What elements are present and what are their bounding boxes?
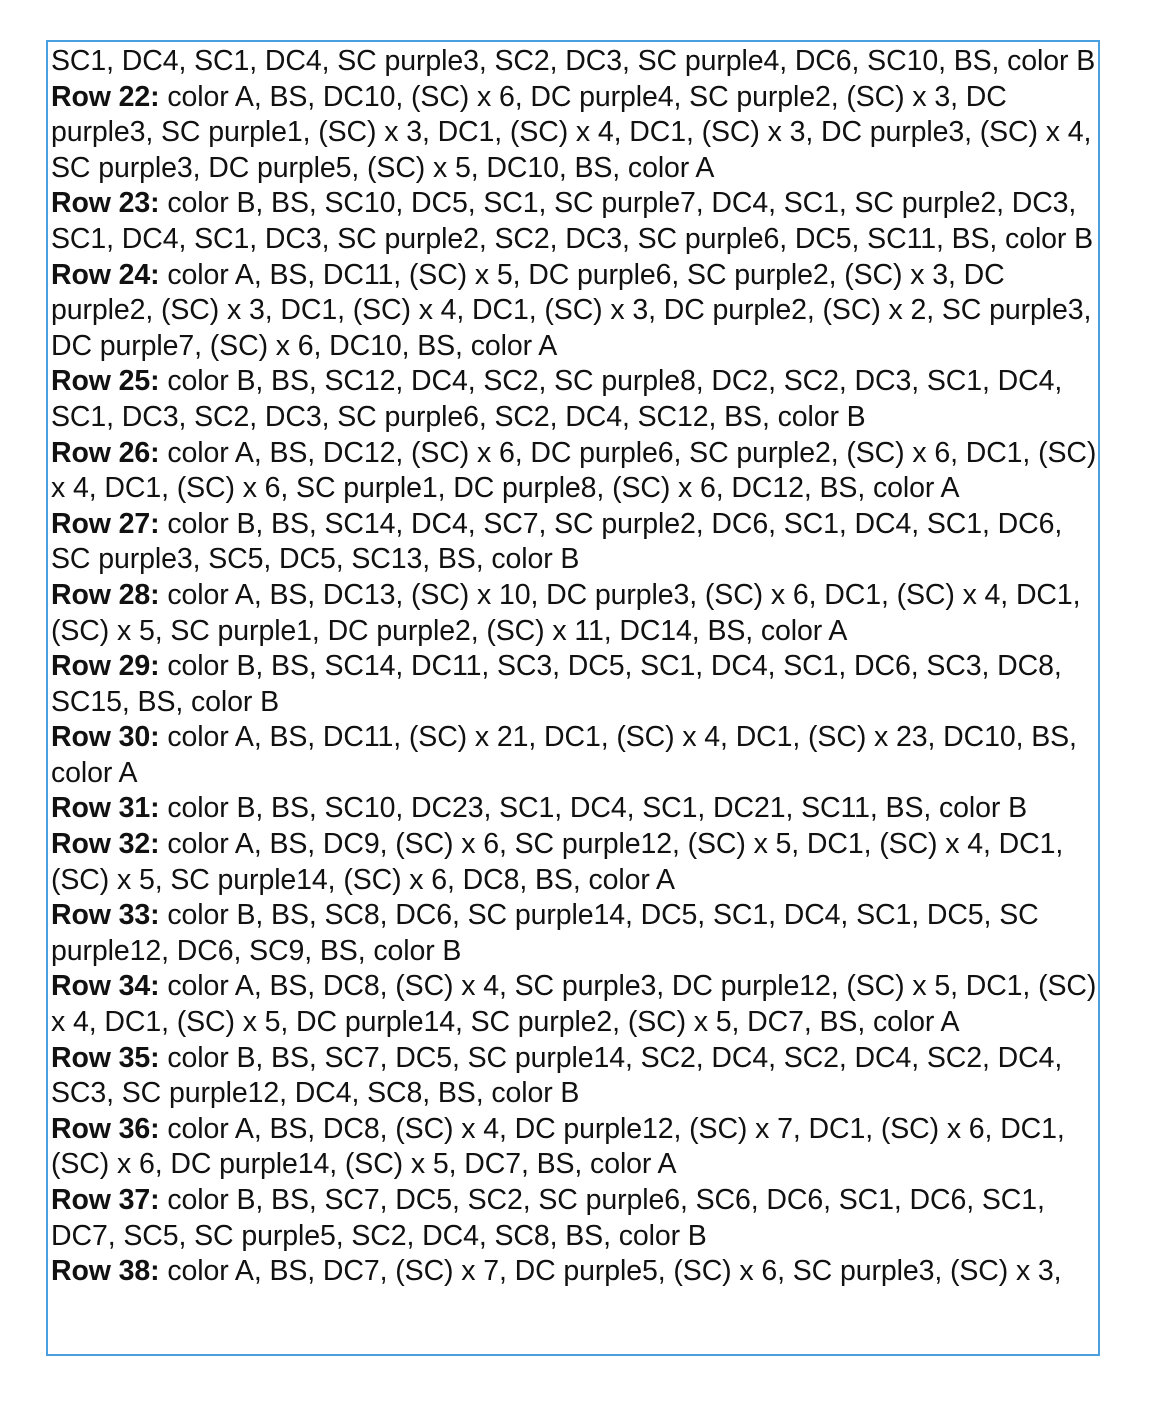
row-25-text: color B, BS, SC12, DC4, SC2, SC purple8, DC2, SC2, DC3, SC1, DC4, SC1, DC3, SC2, DC3, SC purple6, SC2, DC4, SC12, BS, color B (51, 365, 1063, 433)
row-23-label: Row 23: (51, 187, 160, 220)
row-30-text: color A, BS, DC11, (SC) x 21, DC1, (SC) x 4, DC1, (SC) x 23, DC10, BS, color A (51, 721, 1077, 789)
row-30-label: Row 30: (51, 721, 160, 754)
pattern-text (48, 42, 1098, 1290)
row-28-label: Row 28: (51, 578, 160, 611)
row-34-text: color A, BS, DC8, (SC) x 4, SC purple3, DC purple12, (SC) x 5, DC1, (SC) x 4, DC1, (SC) x 5, DC purple14, SC purple2, (SC) x 5, DC7, BS, color A (51, 970, 1097, 1039)
row-28-text: color A, BS, DC13, (SC) x 10, DC purple3, (SC) x 6, DC1, (SC) x 4, DC1, (SC) x 5, SC purple1, DC purple2, (SC) x 11, DC14, BS, color A (51, 578, 1081, 647)
row-38-text: color A, BS, DC7, (SC) x 7, DC purple5, (SC) x 6, SC purple3, (SC) x 3, (159, 1255, 1062, 1288)
row-33-text: color B, BS, SC8, DC6, SC purple14, DC5, SC1, DC4, SC1, DC5, SC purple12, DC6, SC9, BS, color B (51, 899, 1039, 967)
row-29-text: color B, BS, SC14, DC11, SC3, DC5, SC1, DC4, SC1, DC6, SC3, DC8, SC15, BS, color B (51, 650, 1062, 718)
row-29-label: Row 29: (51, 650, 160, 683)
continuation-text: SC1, DC4, SC1, DC4, SC purple3, SC2, DC3, SC purple4, DC6, SC10, BS, color B (51, 45, 1096, 77)
row-24-text: color A, BS, DC11, (SC) x 5, DC purple6, SC purple2, (SC) x 3, DC purple2, (SC) x 3, DC1, (SC) x 4, DC1, (SC) x 3, DC purple2, (SC) x 2, SC purple3, DC purple7, (SC) x 6, DC10, BS, color A (51, 258, 1092, 362)
row-36-text: color A, BS, DC8, (SC) x 4, DC purple12, (SC) x 7, DC1, (SC) x 6, DC1, (SC) x 6, DC purple14, (SC) x 5, DC7, BS, color A (51, 1112, 1065, 1181)
row-22-label: Row 22: (51, 80, 160, 113)
row-23-text: color B, BS, SC10, DC5, SC1, SC purple7, DC4, SC1, SC purple2, DC3, SC1, DC4, SC1, DC3, SC purple2, SC2, DC3, SC purple6, DC5, SC11, BS, color B (51, 187, 1094, 255)
pattern-text-box (46, 40, 1100, 1356)
row-37-label: Row 37: (51, 1184, 160, 1216)
row-32-label: Row 32: (51, 828, 160, 861)
row-38-label: Row 38: (51, 1255, 160, 1288)
row-36-label: Row 36: (51, 1112, 160, 1145)
row-35-text: color B, BS, SC7, DC5, SC purple14, SC2, DC4, SC2, DC4, SC2, DC4, SC3, SC purple12, DC4, SC8, BS, color B (51, 1041, 1063, 1110)
row-33-label: Row 33: (51, 899, 160, 932)
row-26-label: Row 26: (51, 436, 160, 469)
row-24-label: Row 24: (51, 258, 160, 291)
row-31-text: color B, BS, SC10, DC23, SC1, DC4, SC1, DC21, SC11, BS, color B (159, 792, 1027, 825)
row-32-text: color A, BS, DC9, (SC) x 6, SC purple12, (SC) x 5, DC1, (SC) x 4, DC1, (SC) x 5, SC purple14, (SC) x 6, DC8, BS, color A (51, 828, 1064, 896)
row-27-text: color B, BS, SC14, DC4, SC7, SC purple2, DC6, SC1, DC4, SC1, DC6, SC purple3, SC5, DC5, SC13, BS, color B (51, 507, 1063, 576)
row-22-text: color A, BS, DC10, (SC) x 6, DC purple4, SC purple2, (SC) x 3, DC purple3, SC purple1, (SC) x 3, DC1, (SC) x 4, DC1, (SC) x 3, DC purple3, (SC) x 4, SC purple3, DC purple5, (SC) x 5, DC10, BS, color A (51, 80, 1092, 184)
row-31-label: Row 31: (51, 792, 160, 825)
row-26-text: color A, BS, DC12, (SC) x 6, DC purple6, SC purple2, (SC) x 6, DC1, (SC) x 4, DC1, (SC) x 6, SC purple1, DC purple8, (SC) x 6, DC12, BS, color A (51, 436, 1097, 505)
row-35-label: Row 35: (51, 1041, 160, 1074)
row-27-label: Row 27: (51, 507, 160, 540)
row-37-text: color B, BS, SC7, DC5, SC2, SC purple6, SC6, DC6, SC1, DC6, SC1, DC7, SC5, SC purple5, SC2, DC4, SC8, BS, color B (51, 1184, 1045, 1252)
row-34-label: Row 34: (51, 970, 160, 1003)
row-25-label: Row 25: (51, 365, 160, 398)
